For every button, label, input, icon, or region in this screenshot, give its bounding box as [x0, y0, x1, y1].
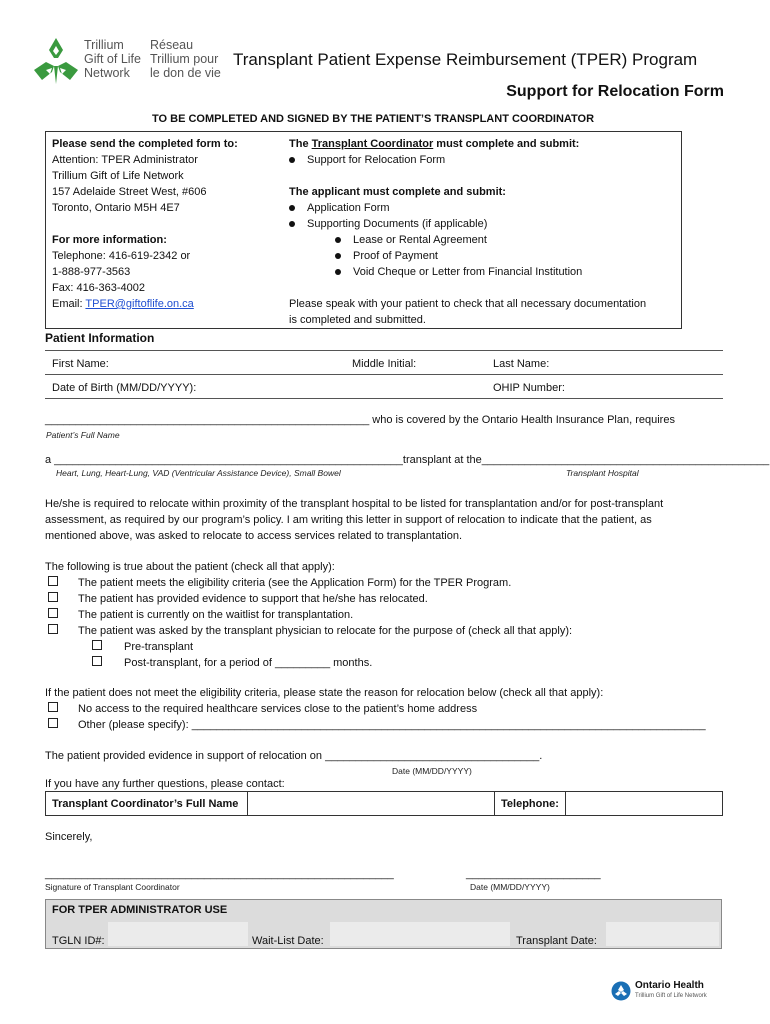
logo-en-3: Network [84, 66, 130, 80]
ontario-health-logo [611, 979, 731, 1003]
tgln-label: TGLN ID#: [52, 935, 105, 947]
trillium-flower-icon [32, 36, 80, 86]
info-heading: For more information: [52, 234, 167, 246]
check-evidence-label: The patient has provided evidence to support that he/she has relocated. [78, 593, 428, 605]
coord-link: Transplant Coordinator [311, 138, 434, 150]
waitlist-label: Wait-List Date: [252, 935, 324, 947]
coord-post: must complete and submit: [433, 138, 580, 150]
sub-item-3: Void Cheque or Letter from Financial Institution [353, 266, 583, 278]
patient-info-heading: Patient Information [45, 331, 155, 345]
middle-initial-label[interactable]: Middle Initial: [352, 358, 417, 370]
waitlist-input[interactable] [330, 922, 510, 946]
signature-line[interactable]: _________________________________________________________ [45, 868, 394, 880]
ineligible-intro: If the patient does not meet the eligibility criteria, please state the reason for relocation below (check all that apply): [45, 687, 604, 699]
checkbox-no-access[interactable] [48, 702, 58, 712]
bullet-icon [289, 221, 295, 227]
attention-line: Attention: TPER Administrator [52, 154, 198, 166]
telephone-line: Telephone: 416-619-2342 or [52, 250, 191, 262]
organ-hint: Heart, Lung, Heart-Lung, VAD (Ventricular Assistance Device), Small Bowel [56, 468, 341, 478]
other-label[interactable]: Other (please specify): ____________________________________________________________________________________ [78, 719, 706, 731]
date-label: Date (MM/DD/YYYY) [470, 882, 550, 892]
ohip-label[interactable]: OHIP Number: [493, 382, 565, 394]
check-eligibility-label: The patient meets the eligibility criteria (see the Application Form) for the TPER Program. [78, 577, 512, 589]
logo-en-2: Gift of Life [84, 52, 141, 66]
email-label: Email: [52, 298, 86, 310]
checkbox-evidence[interactable] [48, 592, 58, 602]
telephone-label: Telephone: [501, 798, 559, 810]
logo-fr-2: Trillium pour [150, 52, 219, 66]
logo-fr-1: Réseau [150, 38, 194, 52]
note-line-1: Please speak with your patient to check that all necessary documentation [289, 298, 647, 310]
checkbox-post-transplant[interactable] [92, 656, 102, 666]
checklist [45, 559, 572, 671]
tollfree-line: 1-888-977-3563 [52, 266, 131, 278]
date-line[interactable]: ______________________ [466, 868, 601, 880]
telephone-label-cell [494, 791, 566, 816]
form-subtitle: Support for Relocation Form [506, 83, 724, 100]
check-post-transplant-label: Post-transplant, for a period of _________ months. [124, 657, 373, 669]
coord-name-label-cell [45, 791, 248, 816]
bullet-icon [335, 269, 341, 275]
checkbox-physician[interactable] [48, 624, 58, 634]
note-line-2: is completed and submitted. [289, 314, 426, 326]
ontario-health-brand: Ontario Health [635, 980, 704, 991]
trillium-logo [32, 36, 80, 86]
checkbox-pre-transplant[interactable] [92, 640, 102, 650]
para-line-1: He/she is required to relocate within proximity of the transplant hospital to be listed for transplantation and/or for post-transplant [45, 498, 664, 510]
patient-bottom-rule [45, 398, 723, 399]
form-title: Transplant Patient Expense Reimbursement (TPER) Program [233, 50, 698, 69]
relocation-paragraph [45, 496, 663, 544]
check-waitlist-label: The patient is currently on the waitlist for transplantation. [78, 609, 354, 621]
coord-name-label: Transplant Coordinator’s Full Name [52, 798, 239, 810]
logo-text-fr [150, 38, 221, 80]
city-line: Toronto, Ontario M5H 4E7 [52, 202, 180, 214]
transplant-date-input[interactable] [606, 922, 719, 946]
check-pre-transplant-label: Pre-transplant [124, 641, 194, 653]
questions-line: If you have any further questions, please contact: [45, 778, 285, 790]
admin-heading: FOR TPER ADMINISTRATOR USE [52, 904, 228, 916]
logo-en-1: Trillium [84, 38, 124, 52]
bullet-icon [289, 157, 295, 163]
submit-column [289, 136, 646, 328]
tgln-input[interactable] [108, 922, 248, 946]
coord-pre: The [289, 138, 312, 150]
fax-line: Fax: 416-363-4002 [52, 282, 145, 294]
completion-instruction: TO BE COMPLETED AND SIGNED BY THE PATIENT’S TRANSPLANT COORDINATOR [152, 113, 595, 125]
street-line: 157 Adelaide Street West, #606 [52, 186, 207, 198]
evidence-date-hint: Date (MM/DD/YYYY) [392, 766, 472, 776]
checkbox-waitlist[interactable] [48, 608, 58, 618]
bullet-icon [335, 237, 341, 243]
send-heading: Please send the completed form to: [52, 138, 238, 150]
contact-column [52, 136, 238, 312]
patient-mid-rule [45, 374, 723, 375]
ontario-health-sub: Trillium Gift of Life Network [635, 993, 707, 999]
signature-label: Signature of Transplant Coordinator [45, 882, 180, 892]
patient-full-name-hint: Patient’s Full Name [46, 430, 120, 440]
covered-line[interactable]: _____________________________________________________ who is covered by the Ontario Health Insurance Plan, requires [45, 414, 675, 426]
last-name-label[interactable]: Last Name: [493, 358, 550, 370]
ineligible-section [45, 685, 706, 733]
evidence-line[interactable]: The patient provided evidence in support of relocation on ___________________________________. [45, 750, 543, 762]
sincerely-text: Sincerely, [45, 831, 93, 843]
first-name-label[interactable]: First Name: [52, 358, 109, 370]
transplant-date-label: Transplant Date: [516, 935, 597, 947]
app-item-1: Application Form [307, 202, 390, 214]
org-line: Trillium Gift of Life Network [52, 170, 184, 182]
bullet-icon [335, 253, 341, 259]
ontario-trillium-icon [611, 981, 631, 1001]
email-link[interactable]: TPER@giftoflife.on.ca [85, 298, 194, 310]
checkbox-other[interactable] [48, 718, 58, 728]
para-line-2: assessment, as required by our program’s policy. I am writing this letter in support of relocation to indicate that the patient, as [45, 514, 652, 526]
logo-fr-3: le don de vie [150, 66, 221, 80]
transplant-line[interactable]: a _________________________________________________________transplant at the_______________________________________________ [45, 454, 770, 466]
dob-label[interactable]: Date of Birth (MM/DD/YYYY): [52, 382, 197, 394]
patient-top-rule [45, 350, 723, 351]
bullet-icon [289, 205, 295, 211]
app-item-2: Supporting Documents (if applicable) [307, 218, 488, 230]
applicant-heading: The applicant must complete and submit: [289, 186, 506, 198]
coord-name-input[interactable] [247, 791, 495, 816]
para-line-3: mentioned above, was asked to relocate to access services related to transplantation. [45, 530, 463, 542]
checks-intro: The following is true about the patient (check all that apply): [45, 561, 335, 573]
hospital-hint: Transplant Hospital [566, 468, 639, 478]
logo-text-en [84, 38, 141, 80]
checkbox-eligibility[interactable] [48, 576, 58, 586]
check-physician-label: The patient was asked by the transplant physician to relocate for the purpose of (check all that apply): [78, 625, 573, 637]
sub-item-2: Proof of Payment [353, 250, 438, 262]
coord-item: Support for Relocation Form [307, 154, 446, 166]
sub-item-1: Lease or Rental Agreement [353, 234, 487, 246]
telephone-input[interactable] [565, 791, 723, 816]
no-access-label: No access to the required healthcare services close to the patient’s home address [78, 703, 478, 715]
